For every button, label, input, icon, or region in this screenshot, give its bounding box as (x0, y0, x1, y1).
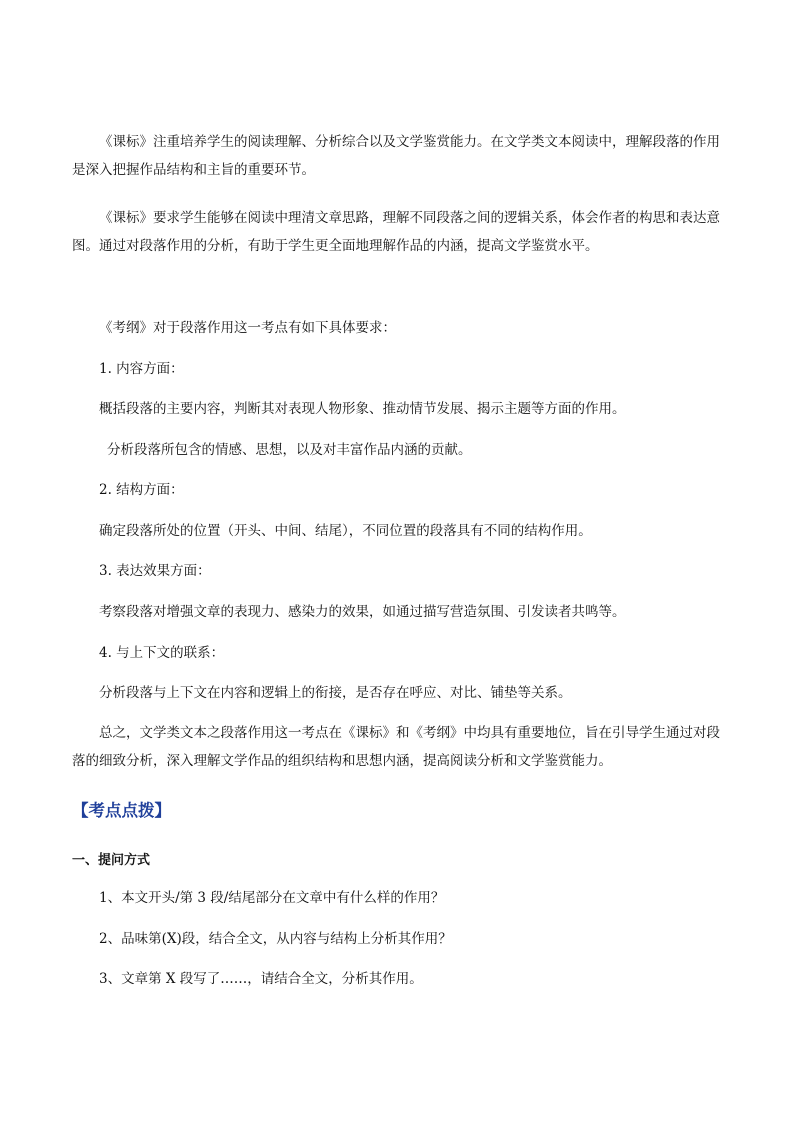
item-line: 概括段落的主要内容，判断其对表现人物形象、推动情节发展、揭示主题等方面的作用。 (99, 401, 626, 417)
item-title-structure: 2. 结构方面： (99, 482, 184, 498)
item-line: 分析段落所包含的情感、思想，以及对丰富作品内涵的贡献。 (107, 442, 472, 458)
kaogang-intro: 《考纲》对于段落作用这一考点有如下具体要求： (99, 320, 396, 336)
section-heading: 【考点点拨】 (72, 801, 171, 820)
paragraph-kebiao-requirements: 《课标》要求学生能够在阅读中理清文章思路，理解不同段落之间的逻辑关系，体会作者的构思和表达意图。通过对段落作用的分析，有助于学生更全面地理解作品的内涵，提高文学鉴赏水平。 (72, 210, 720, 254)
subsection-title: 一、提问方式 (72, 853, 151, 868)
item-line: 确定段落所处的位置（开头、中间、结尾），不同位置的段落具有不同的结构作用。 (99, 523, 592, 539)
paragraph-kebiao-intro: 《课标》注重培养学生的阅读理解、分析综合以及文学鉴赏能力。在文学类文本阅读中，理解段落的作用是深入把握作品结构和主旨的重要环节。 (72, 134, 720, 178)
item-title-expression: 3. 表达效果方面： (99, 563, 211, 579)
question-item: 2、品味第(X)段，结合全文，从内容与结构上分析其作用？ (99, 931, 452, 947)
item-line: 分析段落与上下文在内容和逻辑上的衔接，是否存在呼应、对比、铺垫等关系。 (99, 685, 572, 701)
item-title-context: 4. 与上下文的联系： (99, 645, 225, 661)
paragraph-summary: 总之，文学类文本之段落作用这一考点在《课标》和《考纲》中均具有重要地位，旨在引导学生通过对段落的细致分析，深入理解文学作品的组织结构和思想内涵，提高阅读分析和文学鉴赏能力。 (72, 725, 720, 769)
item-title-content: 1. 内容方面： (99, 361, 184, 377)
question-item: 3、文章第 X 段写了……，请结合全文，分析其作用。 (99, 971, 423, 987)
question-item: 1、本文开头/第 3 段/结尾部分在文章中有什么样的作用？ (99, 890, 445, 906)
item-line: 考察段落对增强文章的表现力、感染力的效果，如通过描写营造氛围、引发读者共鸣等。 (99, 604, 626, 620)
